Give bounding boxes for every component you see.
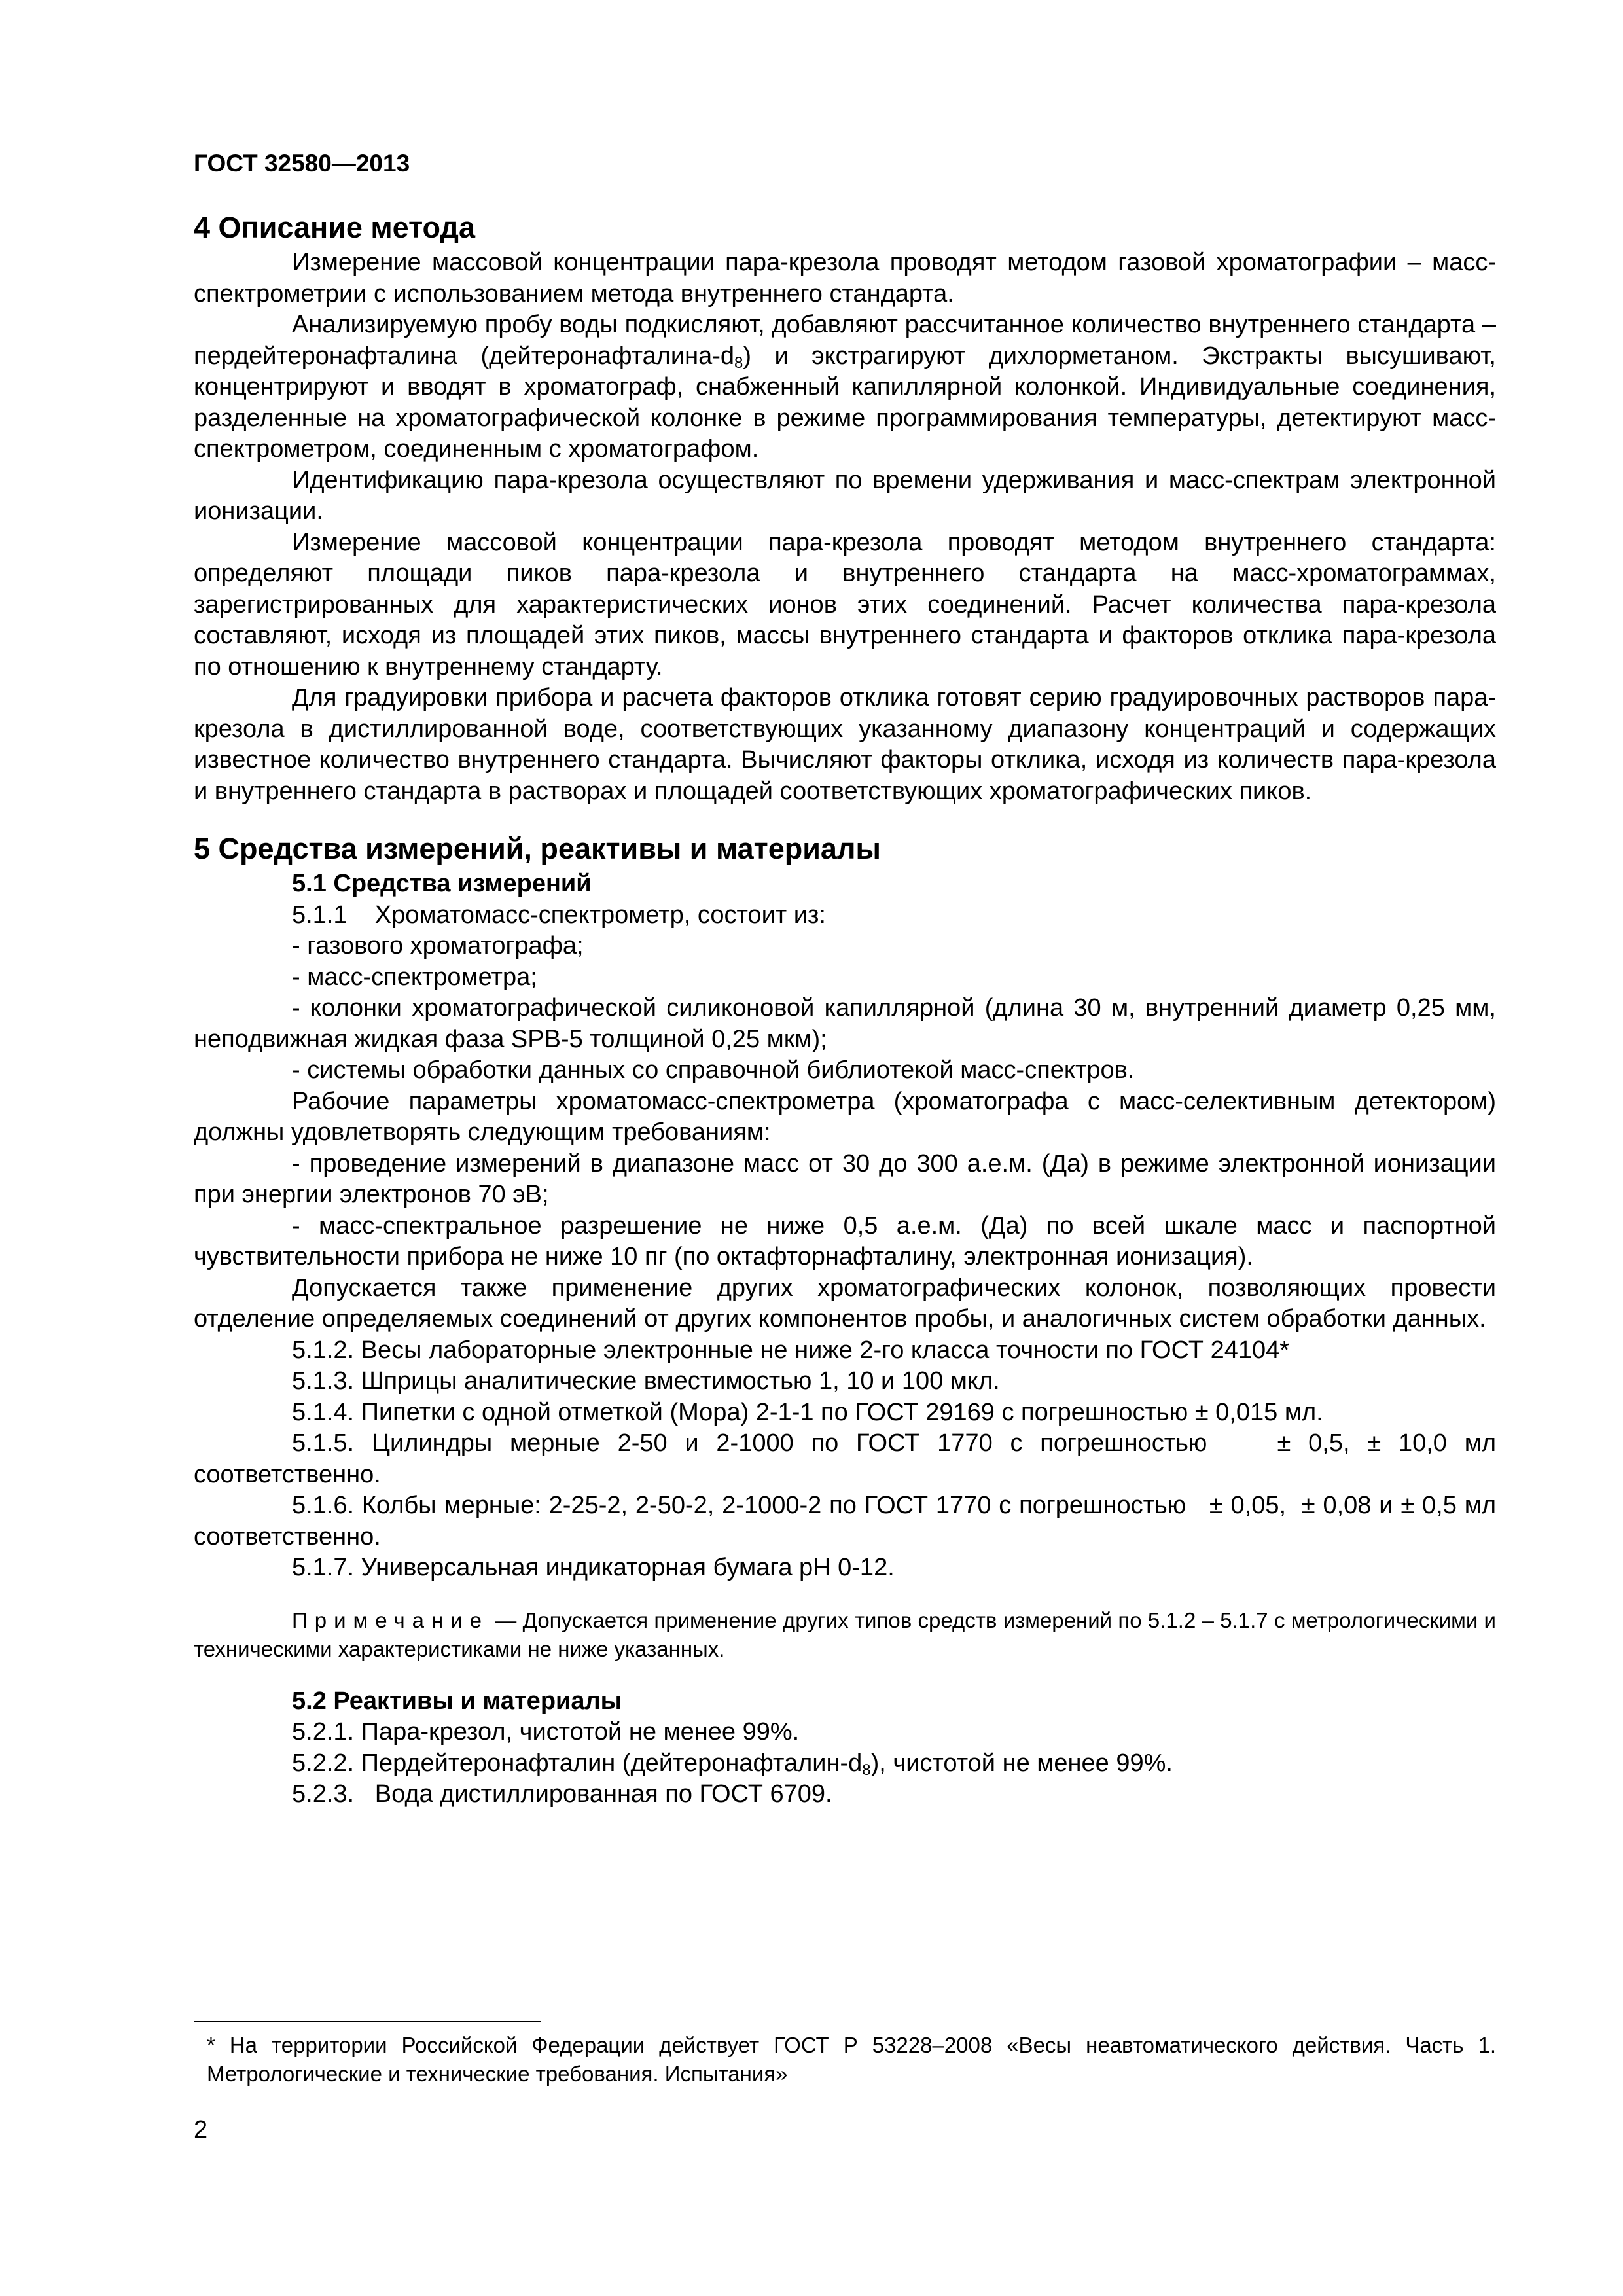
subsection-5-1-heading: 5.1 Средства измерений (292, 870, 592, 897)
item-5-1-2: 5.1.2. Весы лабораторные электронные не ниже 2-го класса точности по ГОСТ 24104* (292, 1336, 1290, 1364)
item-5-1-1-c: - колонки хроматографической силиконовой капиллярной (длина 30 м, внутренний диаметр 0,25 мм, неподвижная жидкая фаза SPB-5 толщиной 0,25 мкм); (194, 994, 1496, 1053)
item-5-1-5: 5.1.5. Цилиндры мерные 2-50 и 2-1000 по ГОСТ 1770 с погрешностью ± 0,5, ± 10,0 мл соответственно. (194, 1429, 1503, 1488)
footnote-separator (194, 2021, 541, 2022)
section-4-paragraph-4: Измерение массовой концентрации пара-крезола проводят методом внутреннего стандарта: определяют площади пиков пара-крезола и внутреннего стандарта на масс-хроматограммах, зарегистрированных для характеристических ионов этих соединений. Расчет количества пара-крезола составляют, исходя из площадей этих пиков, массы внутреннего стандарта и факторов отклика пара-крезола по отношению к внутреннему стандарту. (194, 528, 1496, 681)
note-paragraph (194, 1606, 1496, 1664)
item-5-1-1-b: - масс-спектрометра; (292, 963, 537, 991)
standard-code: ГОСТ 32580—2013 (194, 150, 410, 177)
requirement-2: - масс-спектральное разрешение не ниже 0,5 а.е.м. (Да) по всей шкале масс и паспортной чувствительности прибора не ниже 10 пг (по октафторнафталину, электронная ионизация). (194, 1211, 1496, 1270)
params-paragraph: Рабочие параметры хроматомасс-спектрометра (хроматографа с масс-селективным детектором) должны удовлетворять следующим требованиям: (194, 1087, 1496, 1146)
paragraph-2-text-b: ) и экстрагируют дихлорметаном. Экстракты высушивают, концентрируют и вводят в хроматограф, снабженный капиллярной колонкой. Индивидуальные соединения, разделенные на хроматографической колонке в режиме программирования температуры, детектируют масс-спектрометром, соединенным с хроматографом. (194, 342, 1496, 463)
section-4-paragraph-5: Для градуировки прибора и расчета факторов отклика готовят серию градуировочных растворов пара-крезола в дистиллированной воде, соответствующих указанному диапазону концентраций и содержащих известное количество внутреннего стандарта. Вычисляют факторы отклика, исходя из количеств пара-крезола и внутреннего стандарта в растворах и площадей соответствующих хроматографических пиков. (194, 684, 1496, 805)
page-number: 2 (194, 2116, 208, 2144)
note-text: — Допускается применение других типов средств измерений по 5.1.2 – 5.1.7 с метрологическими и техническими характеристиками не ниже указанных. (194, 1607, 1496, 1661)
item-5-1-4: 5.1.4. Пипетки с одной отметкой (Мора) 2-1-1 по ГОСТ 29169 с погрешностью ± 0,015 мл. (292, 1398, 1323, 1426)
item-5-2-2-text-a: 5.2.2. Пердейтеронафталин (дейтеронафталин-d (292, 1749, 863, 1777)
note-label: Примечание (292, 1607, 490, 1632)
footnote-text: * На территории Российской Федерации действует ГОСТ Р 53228–2008 «Весы неавтоматического действия. Часть 1. Метрологические и технические требования. Испытания» (207, 2033, 1496, 2086)
section-4-heading: 4 Описание метода (194, 211, 476, 244)
item-5-1-1-a: - газового хроматографа; (292, 932, 584, 960)
subscript-8: 8 (862, 1761, 871, 1779)
paragraph-2-text-a: Анализируемую пробу воды подкисляют, добавляют рассчитанное количество внутреннего стандарта – пердейтеронафталина (дейтеронафталина-d (194, 311, 1496, 370)
item-5-2-2-text-b: ), чистотой не менее 99%. (870, 1749, 1173, 1777)
section-4-paragraph-2 (194, 310, 1496, 465)
subsection-5-2-heading: 5.2 Реактивы и материалы (292, 1687, 622, 1715)
item-5-2-3: 5.2.3. Вода дистиллированная по ГОСТ 6709. (292, 1780, 832, 1808)
allowed-paragraph: Допускается также применение других хроматографических колонок, позволяющих провести отделение определяемых соединений от других компонентов пробы, и аналогичных систем обработки данных. (194, 1274, 1496, 1333)
item-5-1-1: 5.1.1 Хроматомасс-спектрометр, состоит из: (292, 901, 826, 929)
section-4-paragraph-3: Идентификацию пара-крезола осуществляют по времени удерживания и масс-спектрам электронной ионизации. (194, 466, 1496, 525)
requirement-1: - проведение измерений в диапазоне масс от 30 до 300 а.е.м. (Да) в режиме электронной ионизации при энергии электронов 70 эВ; (194, 1149, 1496, 1208)
item-5-1-3: 5.1.3. Шприцы аналитические вместимостью 1, 10 и 100 мкл. (292, 1367, 1000, 1395)
item-5-2-2 (194, 1748, 1496, 1780)
subscript-8: 8 (734, 353, 743, 372)
body-text (194, 208, 1510, 1810)
item-5-1-1-d: - системы обработки данных со справочной библиотекой масс-спектров. (292, 1056, 1135, 1084)
item-5-1-7: 5.1.7. Универсальная индикаторная бумага рН 0-12. (292, 1554, 895, 1581)
section-4-paragraph-1: Измерение массовой концентрации пара-крезола проводят методом газовой хроматографии – масс-спектрометрии с использованием метода внутреннего стандарта. (194, 249, 1496, 308)
item-5-1-6: 5.1.6. Колбы мерные: 2-25-2, 2-50-2, 2-1000-2 по ГОСТ 1770 с погрешностью ± 0,05, ± 0,08 и ± 0,5 мл соответственно. (194, 1492, 1510, 1551)
footnote (194, 2031, 1496, 2089)
section-5-heading: 5 Средства измерений, реактивы и материалы (194, 832, 881, 865)
item-5-2-1: 5.2.1. Пара-крезол, чистотой не менее 99%. (292, 1718, 800, 1746)
